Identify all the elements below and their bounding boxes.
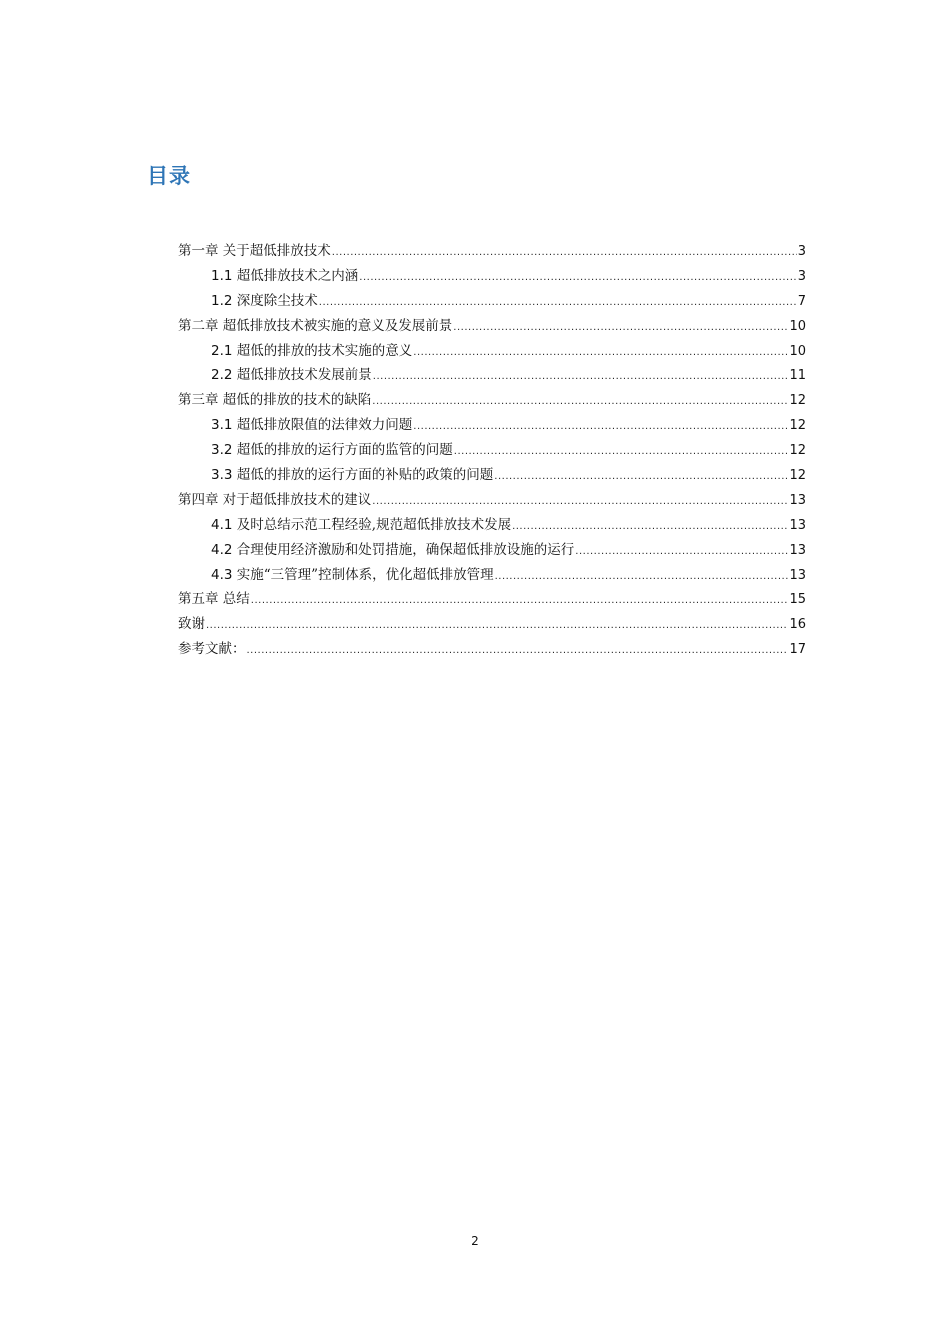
toc-entry-label: 超低的排放的运行方面的补贴的政策的问题: [236, 467, 494, 484]
toc-entry-text: [211, 413, 412, 438]
toc-section-entry[interactable]: [178, 438, 806, 463]
toc-chapter-entry[interactable]: [178, 637, 806, 662]
toc-entry-text: [211, 538, 574, 563]
toc-page-number: 11: [789, 368, 806, 384]
toc-entry-label: 合理使用经济激励和处罚措施，确保超低排放设施的运行: [236, 541, 575, 558]
toc-section-entry[interactable]: [178, 264, 806, 289]
toc-page-number: 17: [789, 642, 806, 658]
toc-entry-label: 深度除尘技术: [236, 292, 318, 309]
toc-section-number: 2.1: [211, 342, 233, 359]
toc-chapter-entry[interactable]: [178, 388, 806, 413]
toc-list: [178, 239, 806, 662]
toc-entry-label: 及时总结示范工程经验,规范超低排放技术发展: [236, 516, 512, 533]
toc-dot-leader: [332, 241, 797, 266]
toc-dot-leader: [413, 415, 788, 440]
toc-entry-label: 第三章 超低的排放的技术的缺陷: [178, 392, 372, 409]
toc-dot-leader: [247, 639, 789, 664]
toc-entry-text: [211, 339, 412, 364]
toc-page-number: 16: [789, 617, 806, 633]
toc-section-number: 1.1: [211, 267, 233, 284]
toc-dot-leader: [251, 589, 789, 614]
toc-title: 目录: [147, 164, 191, 188]
toc-entry-text: [178, 587, 250, 612]
toc-entry-text: [211, 289, 318, 314]
toc-dot-leader: [372, 490, 788, 515]
toc-page-number: 3: [797, 244, 806, 259]
toc-page-number: 7: [797, 293, 806, 309]
toc-section-entry[interactable]: [178, 289, 806, 314]
toc-chapter-entry[interactable]: [178, 488, 806, 513]
toc-entry-text: [178, 388, 371, 413]
page-number: 2: [471, 1234, 479, 1248]
toc-chapter-entry[interactable]: [178, 314, 806, 339]
toc-chapter-entry[interactable]: [178, 587, 806, 612]
toc-entry-label: 超低排放技术之内涵: [236, 267, 359, 284]
toc-entry-text: [211, 264, 358, 289]
toc-page-number: 13: [789, 542, 806, 558]
toc-section-entry[interactable]: [178, 363, 806, 388]
toc-entry-text: [211, 463, 493, 488]
toc-section-number: 2.2: [211, 367, 233, 384]
toc-dot-leader: [575, 540, 788, 565]
toc-section-entry[interactable]: [178, 538, 806, 563]
toc-entry-label: 第四章 对于超低排放技术的建议: [178, 491, 372, 508]
toc-dot-leader: [494, 465, 788, 490]
toc-section-entry[interactable]: [178, 463, 806, 488]
toc-dot-leader: [413, 341, 788, 366]
toc-section-number: 4.2: [211, 541, 233, 558]
toc-entry-label: 第五章 总结: [178, 591, 250, 608]
toc-page-number: 12: [789, 468, 806, 484]
toc-section-entry[interactable]: [178, 413, 806, 438]
toc-entry-text: [211, 363, 372, 388]
toc-chapter-entry[interactable]: [178, 239, 806, 264]
toc-section-number: 3.2: [211, 442, 233, 459]
toc-entry-label: 超低的排放的技术实施的意义: [236, 342, 413, 359]
toc-entry-text: [178, 637, 246, 662]
toc-entry-label: 参考文献：: [178, 641, 246, 658]
toc-page-number: 13: [789, 492, 806, 508]
toc-dot-leader: [512, 515, 788, 540]
toc-entry-label: 超低排放技术发展前景: [236, 367, 372, 384]
toc-dot-leader: [319, 291, 797, 316]
toc-page-number: 10: [789, 343, 806, 359]
toc-dot-leader: [453, 316, 788, 341]
toc-section-number: 3.1: [211, 417, 233, 434]
toc-entry-label: 超低的排放的运行方面的监管的问题: [236, 442, 453, 459]
toc-dot-leader: [454, 440, 789, 465]
toc-page-number: 12: [789, 418, 806, 434]
toc-entry-text: [178, 488, 371, 513]
toc-entry-text: [211, 513, 511, 538]
toc-entry-text: [178, 239, 331, 264]
toc-page-number: 3: [797, 268, 806, 284]
toc-entry-label: 实施“三管理”控制体系，优化超低排放管理: [236, 566, 494, 583]
toc-section-entry[interactable]: [178, 513, 806, 538]
toc-entry-label: 第二章 超低排放技术被实施的意义及发展前景: [178, 317, 453, 334]
toc-section-number: 1.2: [211, 292, 233, 309]
toc-page-number: 12: [789, 443, 806, 459]
toc-page-number: 12: [789, 393, 806, 409]
toc-section-number: 3.3: [211, 467, 233, 484]
toc-section-entry[interactable]: [178, 339, 806, 364]
toc-chapter-entry[interactable]: [178, 612, 806, 637]
toc-entry-text: [178, 612, 205, 637]
toc-entry-text: [211, 563, 494, 588]
toc-dot-leader: [206, 614, 788, 639]
toc-dot-leader: [359, 266, 796, 291]
toc-page-number: 13: [789, 567, 806, 583]
toc-entry-text: [211, 438, 453, 463]
toc-dot-leader: [372, 390, 788, 415]
toc-section-entry[interactable]: [178, 563, 806, 588]
toc-entry-label: 超低排放限值的法律效力问题: [236, 417, 413, 434]
toc-page-number: 10: [789, 318, 806, 334]
toc-dot-leader: [373, 365, 789, 390]
toc-entry-label: 第一章 关于超低排放技术: [178, 243, 331, 259]
toc-entry-text: [178, 314, 452, 339]
toc-page-number: 13: [789, 517, 806, 533]
toc-entry-label: 致谢: [178, 616, 205, 633]
toc-dot-leader: [495, 565, 789, 590]
toc-page-number: 15: [789, 592, 806, 608]
toc-section-number: 4.1: [211, 516, 233, 533]
toc-section-number: 4.3: [211, 566, 233, 583]
